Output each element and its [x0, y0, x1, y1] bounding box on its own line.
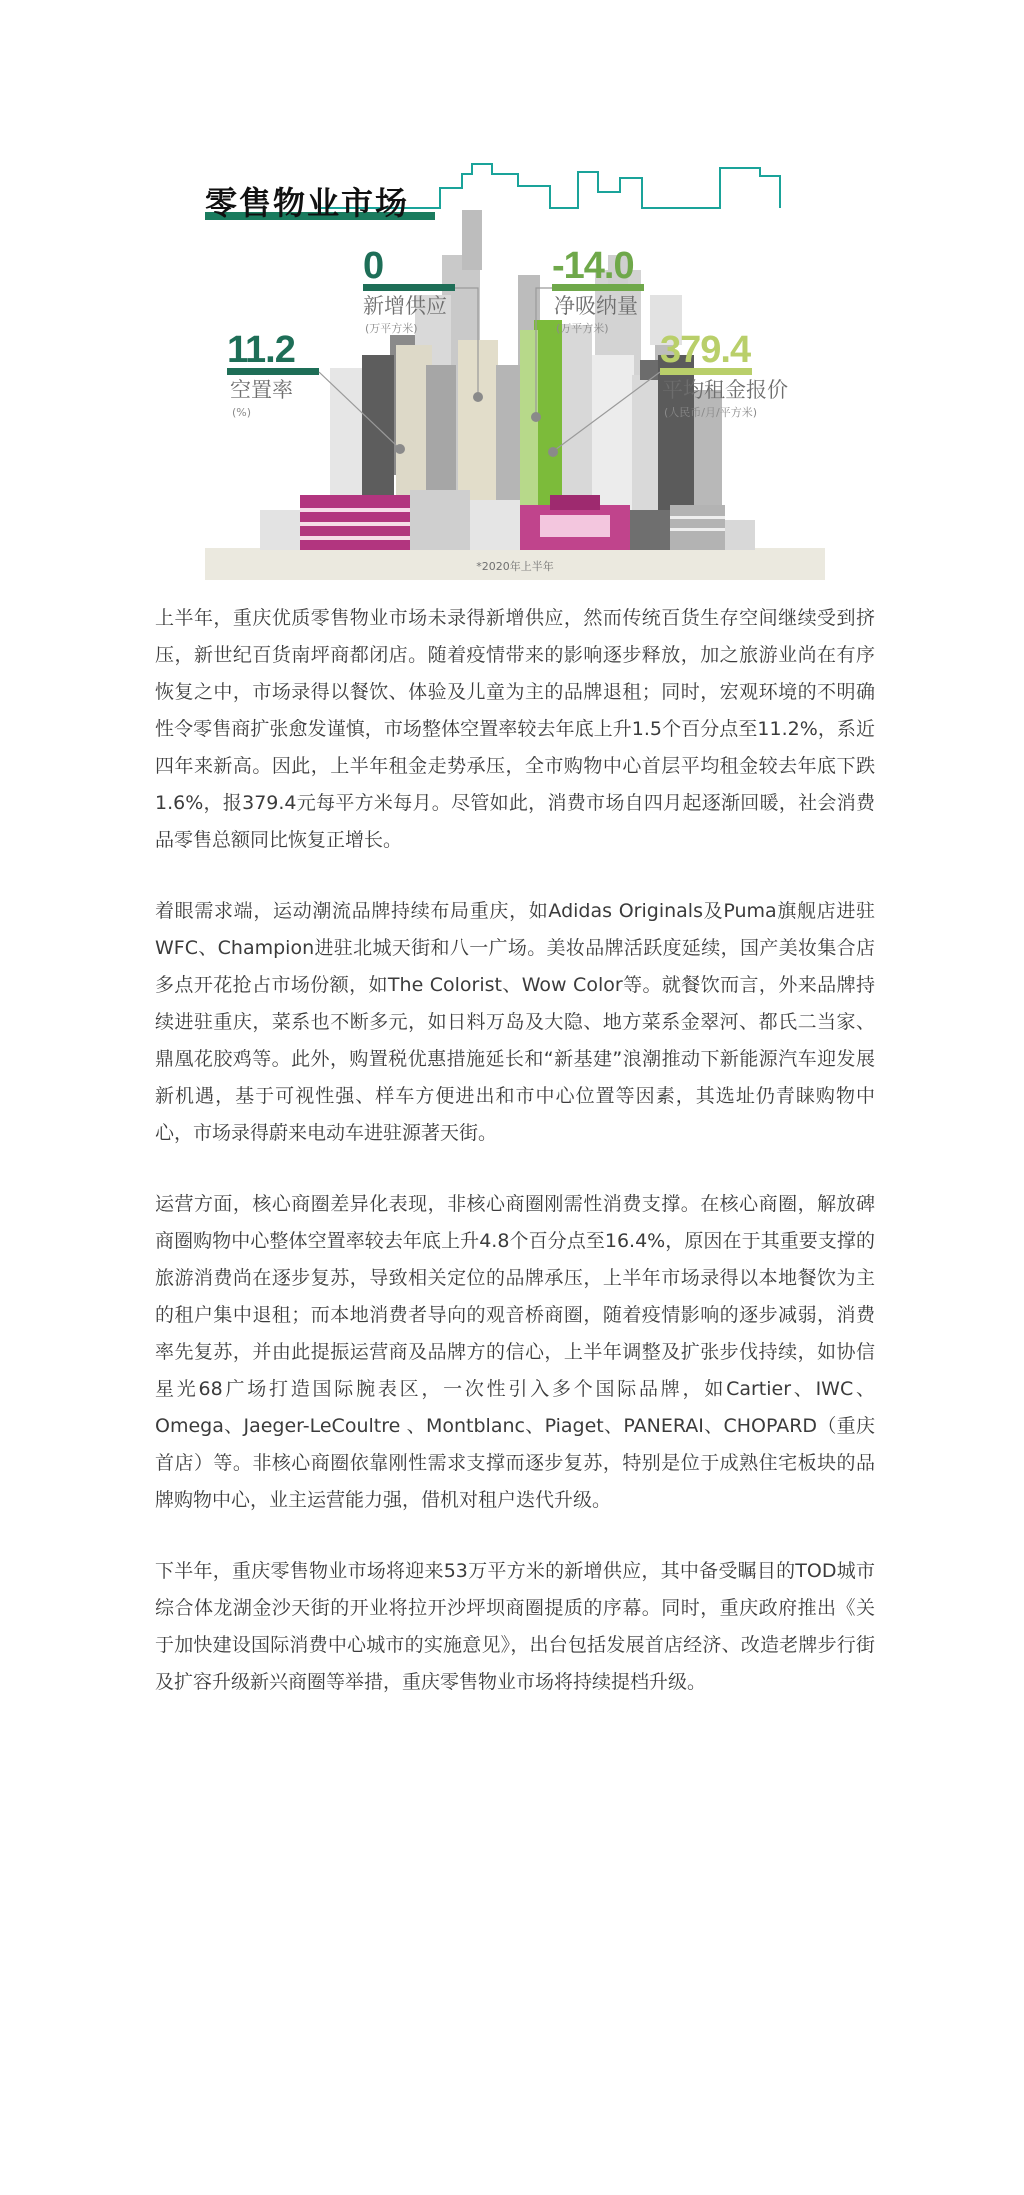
rent-unit: (人民币/月/平方米) [664, 406, 757, 419]
vacancy-value: 11.2 [227, 329, 295, 371]
retail-building-stripe [300, 522, 410, 526]
net-absorption-value: -14.0 [552, 245, 634, 287]
net-absorption-marker [531, 412, 541, 422]
vacancy-marker [395, 444, 405, 454]
net-absorption-unit: (万平方米) [556, 322, 609, 335]
building [725, 520, 755, 550]
rent-value: 379.4 [660, 329, 751, 371]
building [362, 355, 394, 505]
building [470, 500, 520, 550]
new-supply-label: 新增供应 [363, 294, 447, 318]
retail-building-stripe [300, 536, 410, 540]
building [410, 490, 470, 550]
infographic-title: 零售物业市场 [205, 184, 410, 222]
rent-marker [548, 447, 558, 457]
retail-building [550, 495, 600, 510]
vacancy-unit: (%) [232, 406, 252, 419]
paragraph-outlook: 下半年，重庆零售物业市场将迎来53万平方米的新增供应，其中备受瞩目的TOD城市综合体龙湖金沙天街的开业将拉开沙坪坝商圈提质的序幕。同时，重庆政府推出《关于加快建设国际消费中心城市的实施意见》，出台包括发展首店经济、改造老牌步行街及扩容升级新兴商圈等举措，重庆零售物业市场将持续提档升级。 [155, 1560, 875, 1693]
building-stripe [670, 516, 725, 519]
paragraph-operations: 运营方面，核心商圈差异化表现，非核心商圈刚需性消费支撑。在核心商圈，解放碑商圈购物中心整体空置率较去年底上升4.8个百分点至16.4%，原因在于其重要支撑的旅游消费尚在逐步复苏，导致相关定位的品牌承压，上半年市场录得以本地餐饮为主的租户集中退租；而本地消费者导向的观音桥商圈，随着疫情影响的逐步减弱，消费率先复苏，并由此提振运营商及品牌方的信心，上半年调整及扩张步伐持续，如协信星光68广场打造国际腕表区，一次性引入多个国际品牌，如Cartier、IWC、Omega、Jaeger-LeCoultre 、Montblanc、Piaget、PANERAI、CHOPARD（重庆首店）等。非核心商圈依靠刚性需求支撑而逐步复苏，特别是位于成熟住宅板块的品牌购物中心，业主运营能力强，借机对租户迭代升级。 [155, 1193, 875, 1511]
net-absorption-label: 净吸纳量 [554, 294, 638, 318]
building [670, 505, 725, 550]
building [630, 510, 670, 550]
paragraph-demand: 着眼需求端，运动潮流品牌持续布局重庆，如Adidas Originals及Puma旗舰店进驻WFC、Champion进驻北城天街和八一广场。美妆品牌活跃度延续，国产美妆集合店多点开花抢占市场份额，如The Colorist、Wow Color等。就餐饮而言，外来品牌持续进驻重庆，菜系也不断多元，如日料万岛及大隐、地方菜系金翠河、都氏二当家、鼎凰花胶鸡等。此外，购置税优惠措施延长和“新基建”浪潮推动下新能源汽车迎发展新机遇，基于可视性强、样车方便进出和市中心位置等因素，其选址仍青睐购物中心，市场录得蔚来电动车进驻源著天街。 [155, 900, 875, 1144]
new-supply-value: 0 [363, 245, 384, 287]
rent-label: 平均租金报价 [662, 378, 788, 402]
building [640, 360, 658, 380]
building [462, 210, 482, 270]
building-stripe [670, 528, 725, 531]
market-commentary [155, 600, 875, 1735]
new-supply-marker [473, 392, 483, 402]
period-footnote: *2020年上半年 [476, 560, 554, 573]
new-supply-unit: (万平方米) [365, 322, 418, 335]
building [260, 510, 300, 550]
retail-market-infographic [200, 160, 830, 580]
retail-building-stripe [300, 508, 410, 512]
building [632, 375, 658, 515]
building [562, 325, 592, 510]
paragraph-overview: 上半年，重庆优质零售物业市场未录得新增供应，然而传统百货生存空间继续受到挤压，新世纪百货南坪商都闭店。随着疫情带来的影响逐步释放，加之旅游业尚在有序恢复之中，市场录得以餐饮、体验及儿童为主的品牌退租；同时，宏观环境的不明确性令零售商扩张愈发谨慎，市场整体空置率较去年底上升1.5个百分点至11.2%，系近四年来新高。因此，上半年租金走势承压，全市购物中心首层平均租金较去年底下跌1.6%，报379.4元每平方米每月。尽管如此，消费市场自四月起逐渐回暖，社会消费品零售总额同比恢复正增长。 [155, 607, 875, 851]
building [592, 355, 634, 515]
retail-building-window [540, 515, 610, 537]
vacancy-label: 空置率 [230, 378, 293, 402]
